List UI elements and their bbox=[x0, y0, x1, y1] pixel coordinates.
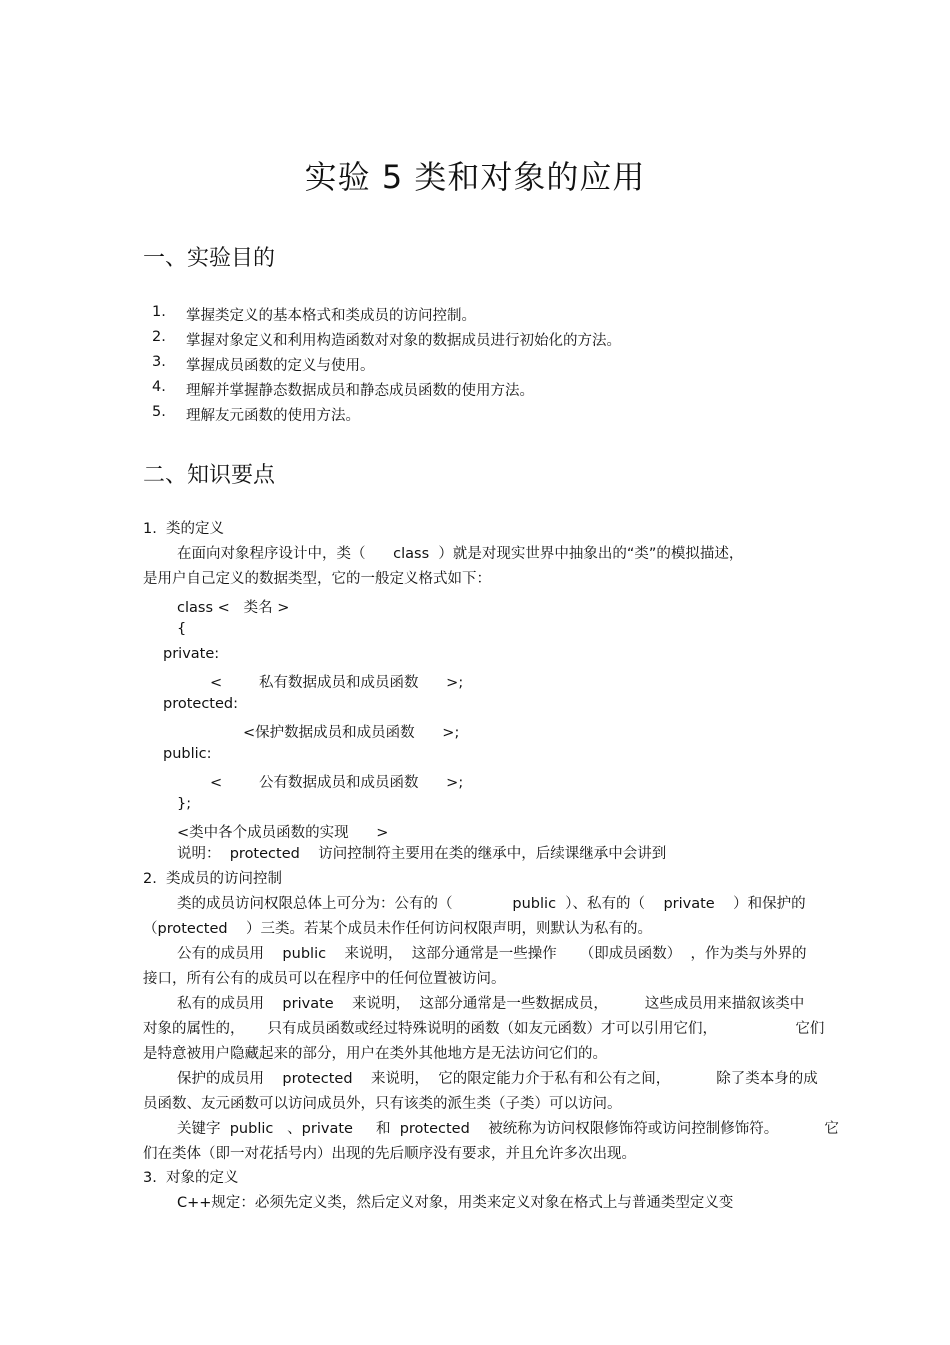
paragraph-line: 对象的属性的， 只有成员函数或经过特殊说明的函数（如友元函数）才可以引用它们， 它们 bbox=[143, 1021, 825, 1037]
list-item: 掌握对象定义和利用构造函数对对象的数据成员进行初始化的方法。 bbox=[186, 333, 621, 349]
code-line: }; bbox=[177, 796, 192, 812]
code-line: class < 类名 > bbox=[177, 600, 290, 616]
list-item: 理解并掌握静态数据成员和静态成员函数的使用方法。 bbox=[186, 383, 534, 399]
paragraph-line: 是用户自己定义的数据类型，它的一般定义格式如下： bbox=[143, 571, 491, 587]
list-item-number: 1. bbox=[152, 304, 166, 320]
subsection-title-class-definition: 1. 类的定义 bbox=[143, 521, 225, 537]
paragraph-line: （protected ）三类。若某个成员未作任何访问权限声明，则默认为私有的。 bbox=[143, 921, 653, 937]
section-heading-knowledge: 二、知识要点 bbox=[143, 463, 276, 488]
code-line: < 公有数据成员和成员函数 >; bbox=[210, 775, 464, 791]
paragraph-line: 保护的成员用 protected 来说明， 它的限定能力介于私有和公有之间， 除了类本身的成 bbox=[177, 1071, 818, 1087]
code-line: public: bbox=[163, 746, 212, 762]
document-title: 实验 5 类和对象的应用 bbox=[304, 158, 646, 196]
paragraph-line: 是特意被用户隐藏起来的部分，用户在类外其他地方是无法访问它们的。 bbox=[143, 1046, 607, 1062]
paragraph-line: 公有的成员用 public 来说明， 这部分通常是一些操作 （即成员函数） ，作为类与外界的 bbox=[177, 946, 807, 962]
paragraph-line: 类的成员访问权限总体上可分为：公有的（ public ）、私有的（ private ）和保护的 bbox=[177, 896, 806, 912]
subsection-title-access-control: 2. 类成员的访问控制 bbox=[143, 871, 283, 887]
code-line: <类中各个成员函数的实现 > bbox=[177, 825, 389, 841]
list-item: 掌握成员函数的定义与使用。 bbox=[186, 358, 375, 374]
list-item-number: 5. bbox=[152, 404, 166, 420]
paragraph-line: 们在类体（即一对花括号内）出现的先后顺序没有要求，并且允许多次出现。 bbox=[143, 1146, 636, 1162]
paragraph-line: 员函数、友元函数可以访问成员外，只有该类的派生类（子类）可以访问。 bbox=[143, 1096, 622, 1112]
paragraph-line: 关键字 public 、private 和 protected 被统称为访问权限修饰符或访问控制修饰符。 它 bbox=[177, 1121, 839, 1137]
paragraph-line: 在面向对象程序设计中，类（ class ）就是对现实世界中抽象出的“类”的模拟描述， bbox=[177, 546, 744, 562]
code-line: <保护数据成员和成员函数 >; bbox=[243, 725, 460, 741]
list-item-number: 2. bbox=[152, 329, 166, 345]
paragraph-line: C++规定：必须先定义类，然后定义对象，用类来定义对象在格式上与普通类型定义变 bbox=[177, 1195, 734, 1211]
code-line: protected: bbox=[163, 696, 238, 712]
list-item: 掌握类定义的基本格式和类成员的访问控制。 bbox=[186, 308, 476, 324]
list-item: 理解友元函数的使用方法。 bbox=[186, 408, 360, 424]
section-heading-purpose: 一、实验目的 bbox=[143, 246, 276, 271]
code-line: { bbox=[177, 621, 187, 637]
code-line: < 私有数据成员和成员函数 >; bbox=[210, 675, 464, 691]
subsection-title-object-definition: 3. 对象的定义 bbox=[143, 1170, 239, 1186]
code-line: private: bbox=[163, 646, 220, 662]
list-item-number: 4. bbox=[152, 379, 166, 395]
paragraph-line: 接口，所有公有的成员可以在程序中的任何位置被访问。 bbox=[143, 971, 506, 987]
note-line: 说明： protected 访问控制符主要用在类的继承中，后续课继承中会讲到 bbox=[177, 846, 667, 862]
paragraph-line: 私有的成员用 private 来说明， 这部分通常是一些数据成员， 这些成员用来描叙该类中 bbox=[177, 996, 805, 1012]
list-item-number: 3. bbox=[152, 354, 166, 370]
